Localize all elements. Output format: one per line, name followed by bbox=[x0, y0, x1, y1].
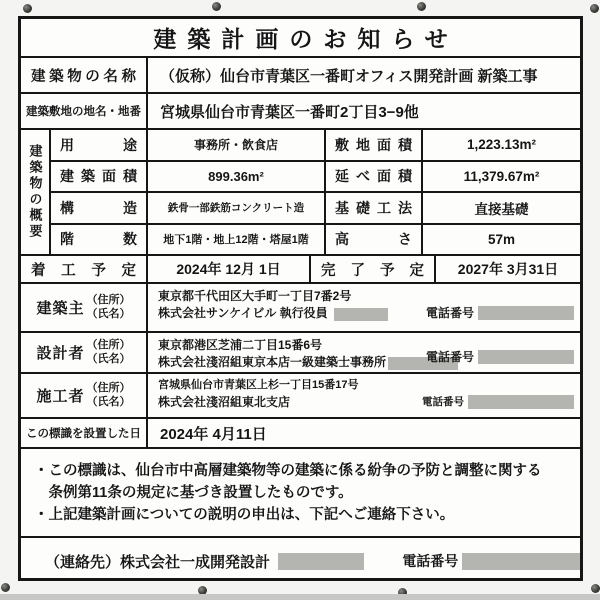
designer-row bbox=[21, 331, 580, 372]
bolt-icon bbox=[417, 2, 426, 11]
overview-row-use bbox=[49, 130, 580, 160]
designer-name: 株式会社淺沼組東京本店一級建築士事務所 bbox=[158, 355, 387, 370]
note-line-2: 条例第11条の規定に基づき設置したものです。 bbox=[34, 484, 353, 501]
builder-row bbox=[21, 372, 580, 417]
installed-date-value: 2024年 4月11日 bbox=[146, 419, 580, 447]
foundation-label: 基礎工法 bbox=[324, 193, 421, 223]
builder-role-label bbox=[21, 374, 146, 417]
owner-role-label bbox=[21, 284, 146, 331]
builder-phone-redacted bbox=[468, 395, 574, 409]
owner-details bbox=[146, 284, 580, 331]
builder-address: 宮城県仙台市青葉区上杉一丁目15番17号 bbox=[158, 379, 359, 391]
building-overview bbox=[21, 128, 580, 254]
notes-block bbox=[21, 447, 580, 536]
note-line-1: ・この標識は、仙台市中高層建築物等の建築に係る紛争の予防と調整に関する bbox=[34, 463, 542, 479]
structure-value: 鉄骨一部鉄筋コンクリート造 bbox=[146, 193, 324, 223]
schedule-row bbox=[21, 254, 580, 282]
building-area-label: 建築面積 bbox=[49, 162, 146, 192]
height-label: 高さ bbox=[324, 225, 421, 255]
builder-phone-label: 電話番号 bbox=[422, 396, 464, 408]
builder-role: 施工者 bbox=[36, 388, 85, 405]
owner-phone bbox=[426, 304, 574, 321]
builder-details bbox=[146, 374, 580, 417]
owner-role: 建築主 bbox=[36, 300, 85, 317]
site-address-value: 宮城県仙台市青葉区一番町2丁目3−9他 bbox=[146, 94, 580, 128]
height-value: 57m bbox=[421, 225, 580, 255]
owner-phone-redacted bbox=[478, 306, 574, 320]
builder-phone bbox=[422, 394, 574, 409]
floors-value: 地下1階・地上12階・塔屋1階 bbox=[146, 225, 324, 255]
start-date-label: 着工予定 bbox=[31, 262, 136, 279]
site-area-label: 敷地面積 bbox=[324, 130, 421, 160]
designer-address-sub: （住所） bbox=[86, 338, 131, 351]
builder-name: 株式会社淺沼組東北支店 bbox=[158, 394, 291, 409]
designer-phone-label: 電話番号 bbox=[425, 350, 474, 364]
installed-date-label: この標識を設置した日 bbox=[26, 428, 141, 440]
overview-row-structure bbox=[49, 191, 580, 223]
bolt-icon bbox=[23, 4, 32, 13]
foundation-value: 直接基礎 bbox=[421, 193, 580, 223]
site-address-row bbox=[21, 92, 580, 128]
owner-name-sub: （氏名） bbox=[86, 307, 131, 320]
owner-row bbox=[21, 282, 580, 331]
designer-role-subs bbox=[87, 339, 131, 367]
owner-address: 東京都千代田区大手町一丁目7番2号 bbox=[158, 289, 352, 303]
owner-name: 株式会社サンケイビル 執行役員 bbox=[158, 306, 328, 321]
end-date-value: 2027年 3月31日 bbox=[434, 256, 580, 282]
site-address-label: 建築敷地の地名・地番 bbox=[26, 106, 141, 118]
site-area-value: 1,223.13m² bbox=[421, 130, 580, 160]
construction-notice-board bbox=[18, 16, 583, 581]
building-name-row bbox=[21, 56, 580, 92]
bolt-icon bbox=[1, 583, 10, 592]
total-floor-area-label: 延べ面積 bbox=[324, 162, 421, 192]
contact-name-redacted bbox=[278, 553, 364, 570]
builder-name-sub: （氏名） bbox=[86, 395, 131, 408]
owner-name-redacted bbox=[334, 308, 388, 321]
designer-phone bbox=[426, 348, 574, 365]
bolt-icon bbox=[212, 2, 221, 11]
building-name-value: （仮称）仙台市青葉区一番町オフィス開発計画 新築工事 bbox=[146, 58, 580, 92]
installed-date-row bbox=[21, 417, 580, 447]
building-name-label: 建築物の名称 bbox=[31, 68, 136, 85]
designer-details bbox=[146, 333, 580, 372]
overview-side-label: 建築物の概要 bbox=[27, 144, 43, 240]
title-row bbox=[21, 19, 580, 56]
overview-row-floors bbox=[49, 223, 580, 255]
structure-label: 構造 bbox=[49, 193, 146, 223]
builder-role-subs bbox=[87, 382, 131, 410]
designer-role-label bbox=[21, 333, 146, 372]
total-floor-area-value: 11,379.67m² bbox=[421, 162, 580, 192]
overview-row-building-area bbox=[49, 160, 580, 192]
owner-phone-label: 電話番号 bbox=[425, 306, 474, 320]
designer-role: 設計者 bbox=[36, 345, 85, 362]
end-date-label: 完了予定 bbox=[309, 256, 434, 282]
use-value: 事務所・飲食店 bbox=[146, 130, 324, 160]
background-floor-strip bbox=[0, 594, 600, 600]
designer-phone-redacted bbox=[478, 350, 574, 364]
bolt-icon bbox=[591, 584, 600, 593]
owner-address-sub: （住所） bbox=[86, 293, 131, 306]
builder-address-sub: （住所） bbox=[86, 381, 131, 394]
designer-name-sub: （氏名） bbox=[86, 352, 131, 365]
contact-phone-redacted bbox=[462, 553, 580, 570]
contact-company: （連絡先）株式会社一成開発設計 bbox=[45, 553, 271, 571]
bolt-icon bbox=[590, 4, 599, 13]
note-line-3: ・上記建築計画についての説明の申出は、下記へご連絡下さい。 bbox=[34, 506, 455, 523]
page-title: 建築計画のお知らせ bbox=[153, 26, 459, 52]
designer-address: 東京都港区芝浦二丁目15番6号 bbox=[158, 338, 323, 352]
building-area-value: 899.36m² bbox=[146, 162, 324, 192]
contact-row bbox=[21, 536, 580, 584]
use-label: 用途 bbox=[49, 130, 146, 160]
contact-phone-label: 電話番号 bbox=[402, 553, 459, 569]
start-date-value: 2024年 12月 1日 bbox=[146, 256, 309, 282]
floors-label: 階数 bbox=[49, 225, 146, 255]
owner-role-subs bbox=[87, 294, 131, 322]
